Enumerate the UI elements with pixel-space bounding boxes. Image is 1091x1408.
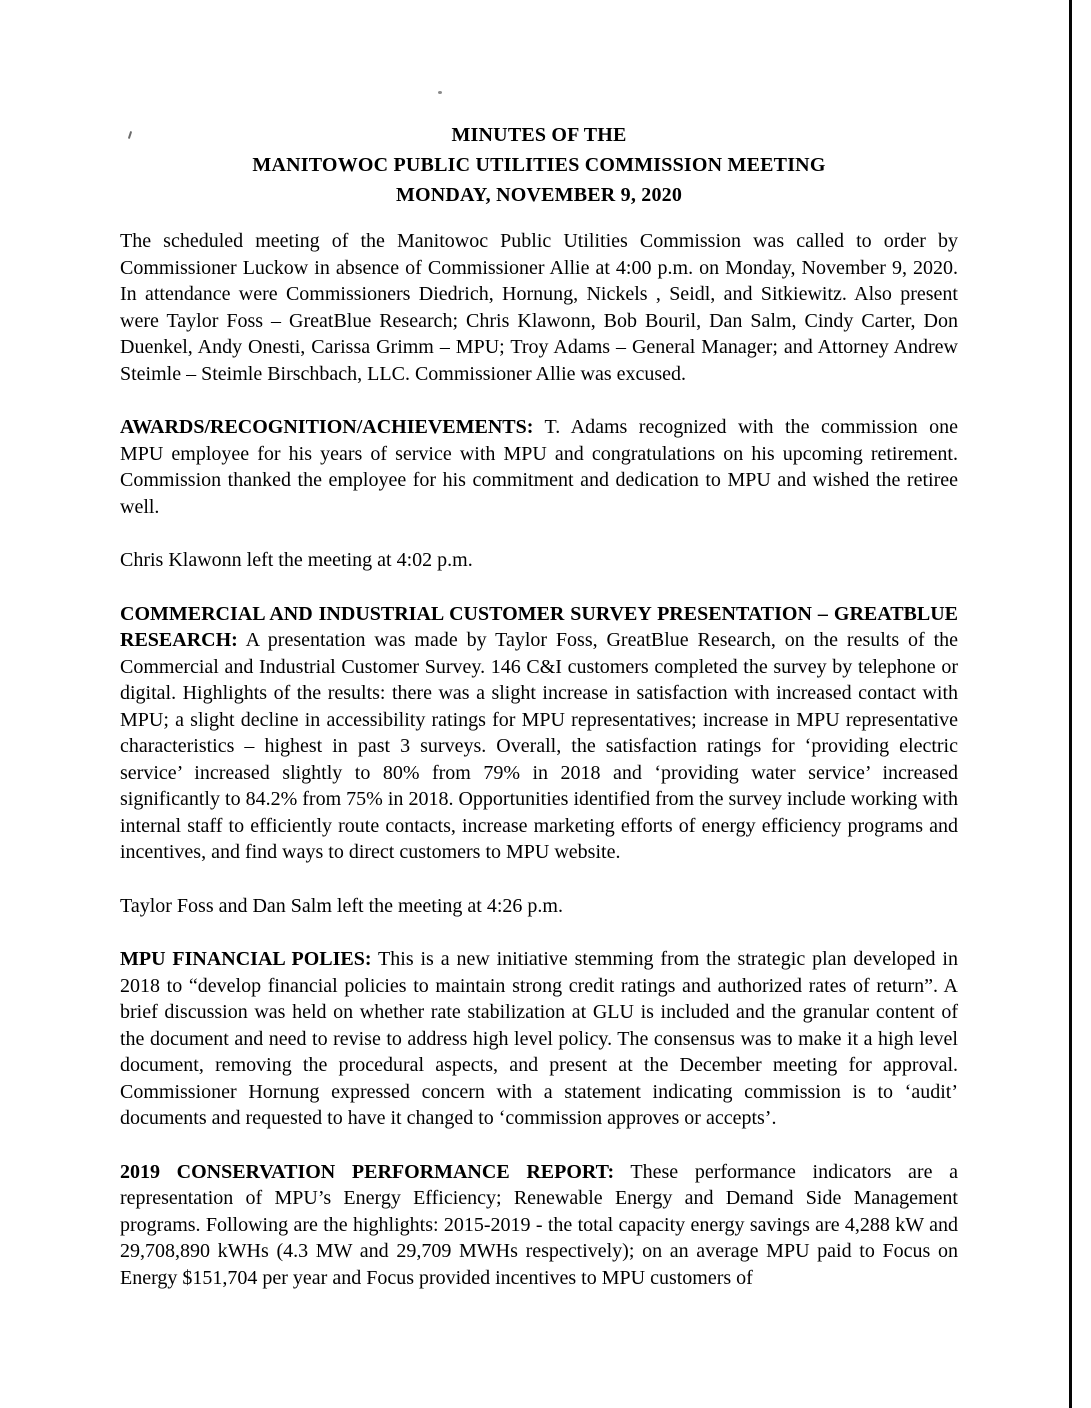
section-customer-survey bbox=[120, 601, 958, 866]
opening-body: The scheduled meeting of the Manitowoc Public Utilities Commission was called to order by Commissioner Luckow in absence of Commissioner Allie at 4:00 p.m. on Monday, November 9, 2020. In attendance were Commissioners Diedrich, Hornung, Nickels , Seidl, and Sitkiewitz. Also present were Taylor Foss – GreatBlue Research; Chris Klawonn, Bob Bouril, Dan Salm, Cindy Carter, Don Duenkel, Andy Onesti, Carissa Grimm – MPU; Troy Adams – General Manager; and Attorney Andrew Steimle – Steimle Birschbach, LLC. Commissioner Allie was excused. bbox=[120, 230, 958, 385]
title-line-date: MONDAY, NOVEMBER 9, 2020 bbox=[395, 184, 683, 206]
conservation-heading: 2019 CONSERVATION PERFORMANCE REPORT: bbox=[120, 1160, 615, 1183]
scanner-edge-line bbox=[1069, 0, 1072, 1408]
section-conservation-report bbox=[120, 1159, 958, 1292]
note-foss-salm-left bbox=[120, 893, 958, 920]
note-klawonn-body: Chris Klawonn left the meeting at 4:02 p.m. bbox=[120, 549, 473, 571]
conservation-body: These performance indicators are a representation of MPU’s Energy Efficiency; Renewable Energy and Demand Side Management programs. Following are the highlights: 2015-2019 - the total capacity energy savings are 4,288 kW and 29,708,890 kWHs (4.3 MW and 29,709 MWHs respectively); on an average MPU paid to Focus on Energy $151,704 per year and Focus provided incentives to MPU customers of bbox=[120, 1160, 958, 1289]
financial-body: This is a new initiative stemming from the strategic plan developed in 2018 to “develop financial policies to maintain strong credit ratings and authorized rates of return”. A brief discussion was held on whether rate stabilization at GLU is included and the granular content of the document and need to revise to address high level policy. The consensus was to make it a high level document, removing the procedural aspects, and present at the December meeting for approval. Commissioner Hornung expressed concern with a statement indicating commission is to ‘audit’ documents and requested to have it changed to ‘commission approves or accepts’. bbox=[120, 948, 958, 1129]
document-content bbox=[120, 120, 958, 1318]
awards-heading: AWARDS/RECOGNITION/ACHIEVEMENTS: bbox=[120, 416, 534, 438]
document-title bbox=[120, 120, 958, 210]
title-line-minutes: MINUTES OF THE bbox=[451, 124, 627, 146]
note-foss-body: Taylor Foss and Dan Salm left the meeting at 4:26 p.m. bbox=[120, 894, 563, 917]
awards-body: T. Adams recognized with the commission one MPU employee for his years of service with MPU and congratulations on his upcoming retirement. Commission thanked the employee for his commitment and dedication to MPU and wished the retiree well. bbox=[120, 416, 958, 518]
paragraph-opening bbox=[120, 228, 958, 387]
scan-speck-artifact bbox=[438, 91, 442, 94]
survey-body: A presentation was made by Taylor Foss, GreatBlue Research, on the results of the Commercial and Industrial Customer Survey. 146 C&I customers completed the survey by telephone or digital. Highlights of the results: there was a slight increase in satisfaction with increased contact with MPU; a slight decline in accessibility ratings for MPU representatives; increase in MPU representative characteristics – highest in past 3 surveys. Overall, the satisfaction ratings for ‘providing electric service’ increased slightly to 80% from 79% in 2018 and ‘providing water service’ increased significantly to 84.2% from 75% in 2018. Opportunities identified from the survey include working with internal staff to efficiently route contacts, increase marketing efforts of energy efficiency programs and incentives, and find ways to direct customers to MPU website. bbox=[120, 629, 958, 863]
section-financial-policies bbox=[120, 946, 958, 1132]
financial-heading: MPU FINANCIAL POLIES: bbox=[120, 948, 372, 970]
section-awards bbox=[120, 414, 958, 520]
note-klawonn-left bbox=[120, 547, 958, 574]
survey-heading: COMMERCIAL AND INDUSTRIAL CUSTOMER SURVEY PRESENTATION – GREATBLUE RESEARCH: bbox=[120, 602, 958, 651]
title-line-commission: MANITOWOC PUBLIC UTILITIES COMMISSION MEETING bbox=[252, 154, 826, 176]
